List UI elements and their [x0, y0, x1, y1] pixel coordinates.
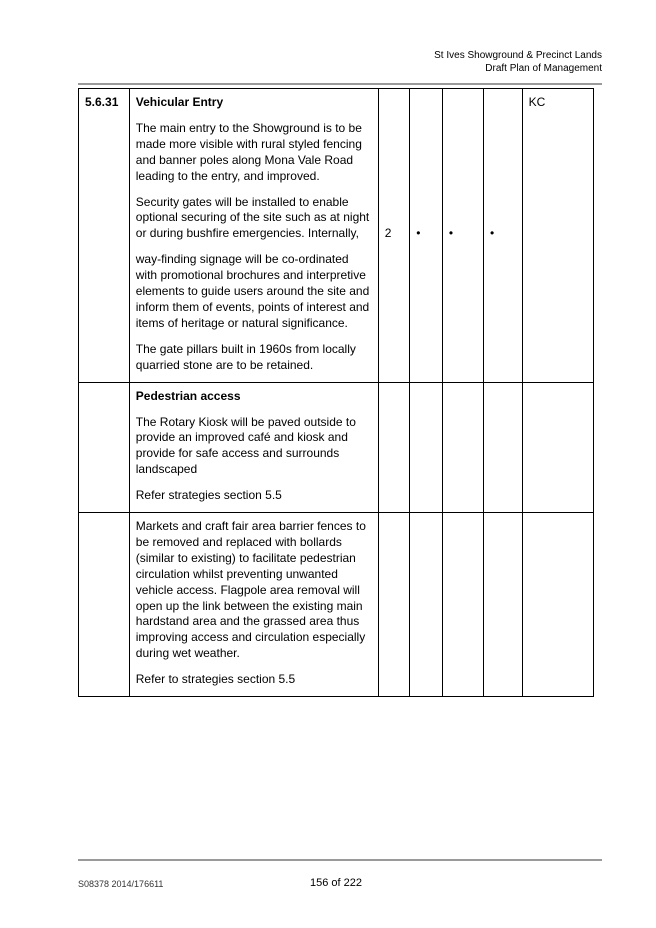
priority-cell [378, 513, 409, 697]
responsibility-cell [522, 513, 593, 697]
mark-cell [410, 382, 443, 512]
mark-cell: • [483, 89, 522, 383]
action-table [78, 88, 594, 697]
table-row [79, 382, 594, 512]
action-paragraph: Markets and craft fair area barrier fences to be removed and replaced with bollards (similar to existing) to facilitate pedestrian circulation whilst preventing unwanted vehicle access. Flagpole area removal will open up the link between the existing main hardstand area and the grassed area thus improving access and circulation especially during wet weather. [135, 519, 366, 661]
ref-number: 5.6.31 [85, 95, 119, 109]
header-subtitle: Draft Plan of Management [485, 63, 602, 74]
action-paragraph: Refer strategies section 5.5 [135, 488, 282, 503]
action-title: Pedestrian access [135, 388, 241, 403]
action-paragraph: The main entry to the Showground is to be made more visible with rural styled fencing and banner poles along Mona Vale Road leading to the entry, and improved. [135, 120, 362, 183]
mark-cell [442, 513, 483, 697]
action-paragraph: Security gates will be installed to enable optional securing of the site such as at night or during bushfire emergencies. Internally, [135, 194, 370, 241]
mark-cell [483, 513, 522, 697]
ref-cell [79, 513, 130, 697]
footer-rule [78, 859, 602, 861]
action-paragraph: way-finding signage will be co-ordinated with promotional brochures and interpretive elements to guide users around the site and inform them of events, points of interest and items of heritage or natural significance. [135, 252, 370, 330]
table-row [79, 89, 594, 383]
action-cell [129, 513, 378, 697]
action-title: Vehicular Entry [135, 95, 224, 109]
document-reference: S08378 2014/176611 [78, 879, 164, 889]
priority-cell [378, 382, 409, 512]
ref-cell [79, 89, 130, 383]
table-row [79, 513, 594, 697]
responsibility-cell: KC [522, 89, 593, 383]
header-title: St Ives Showground & Precinct Lands [434, 50, 602, 61]
action-paragraph: The Rotary Kiosk will be paved outside to provide an improved café and kiosk and provide for safe access and surrounds landscaped [135, 414, 356, 477]
ref-cell [79, 382, 130, 512]
action-cell [129, 89, 378, 383]
page-header [434, 49, 602, 75]
header-rule [78, 83, 602, 85]
action-paragraph: Refer to strategies section 5.5 [135, 672, 296, 687]
mark-cell [410, 513, 443, 697]
mark-cell [442, 382, 483, 512]
mark-cell: • [442, 89, 483, 383]
priority-cell: 2 [378, 89, 409, 383]
mark-cell [483, 382, 522, 512]
responsibility-cell [522, 382, 593, 512]
action-cell [129, 382, 378, 512]
mark-cell: • [410, 89, 443, 383]
page-number: 156 of 222 [310, 877, 362, 889]
action-paragraph: The gate pillars built in 1960s from locally quarried stone are to be retained. [135, 341, 356, 372]
